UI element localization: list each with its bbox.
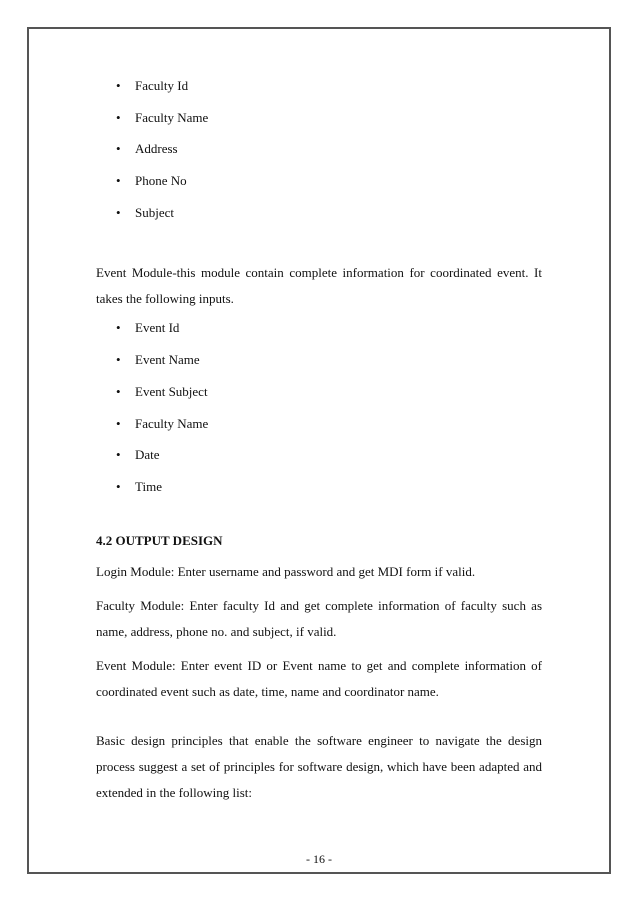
bullet-icon: •	[116, 204, 121, 220]
list-item: • Subject	[96, 203, 542, 235]
bullet-icon: •	[116, 109, 121, 125]
list-item: • Faculty Id	[96, 76, 542, 108]
list-item: • Address	[96, 139, 542, 171]
bullet-icon: •	[116, 320, 121, 336]
event-module-intro: Event Module-this module contain complete information for coordinated event. It takes the following inputs.	[96, 265, 542, 307]
list-item: • Event Name	[96, 350, 542, 382]
design-principles-paragraph: Basic design principles that enable the software engineer to navigate the design process suggest a set of principles for software design, which have been adapted and extended in the following list:	[96, 732, 542, 800]
bullet-icon: •	[116, 415, 121, 431]
list-item: • Faculty Name	[96, 414, 542, 446]
bullet-icon: •	[116, 352, 121, 368]
faculty-input-list	[96, 76, 542, 234]
bullet-icon: •	[116, 173, 121, 189]
list-item: • Faculty Name	[96, 108, 542, 140]
bullet-icon: •	[116, 478, 121, 494]
bullet-icon: •	[116, 141, 121, 157]
page-number: - 16 -	[306, 852, 332, 866]
event-module-output: Event Module: Enter event ID or Event name to get and complete information of coordinated event such as date, time, name and coordinator name.	[96, 657, 542, 699]
list-item: • Event Subject	[96, 382, 542, 414]
event-input-list	[96, 318, 542, 508]
list-item: • Date	[96, 445, 542, 477]
list-item: • Event Id	[96, 318, 542, 350]
page-content	[96, 76, 542, 806]
list-item: • Phone No	[96, 171, 542, 203]
login-module-output: Login Module: Enter username and password and get MDI form if valid.	[96, 563, 476, 579]
list-item: • Time	[96, 477, 542, 509]
bullet-icon: •	[116, 383, 121, 399]
bullet-icon: •	[116, 447, 121, 463]
section-heading: 4.2 OUTPUT DESIGN	[96, 532, 223, 548]
faculty-module-output: Faculty Module: Enter faculty Id and get complete information of faculty such as name, address, phone no. and subject, if valid.	[96, 597, 542, 639]
bullet-icon: •	[116, 78, 121, 93]
